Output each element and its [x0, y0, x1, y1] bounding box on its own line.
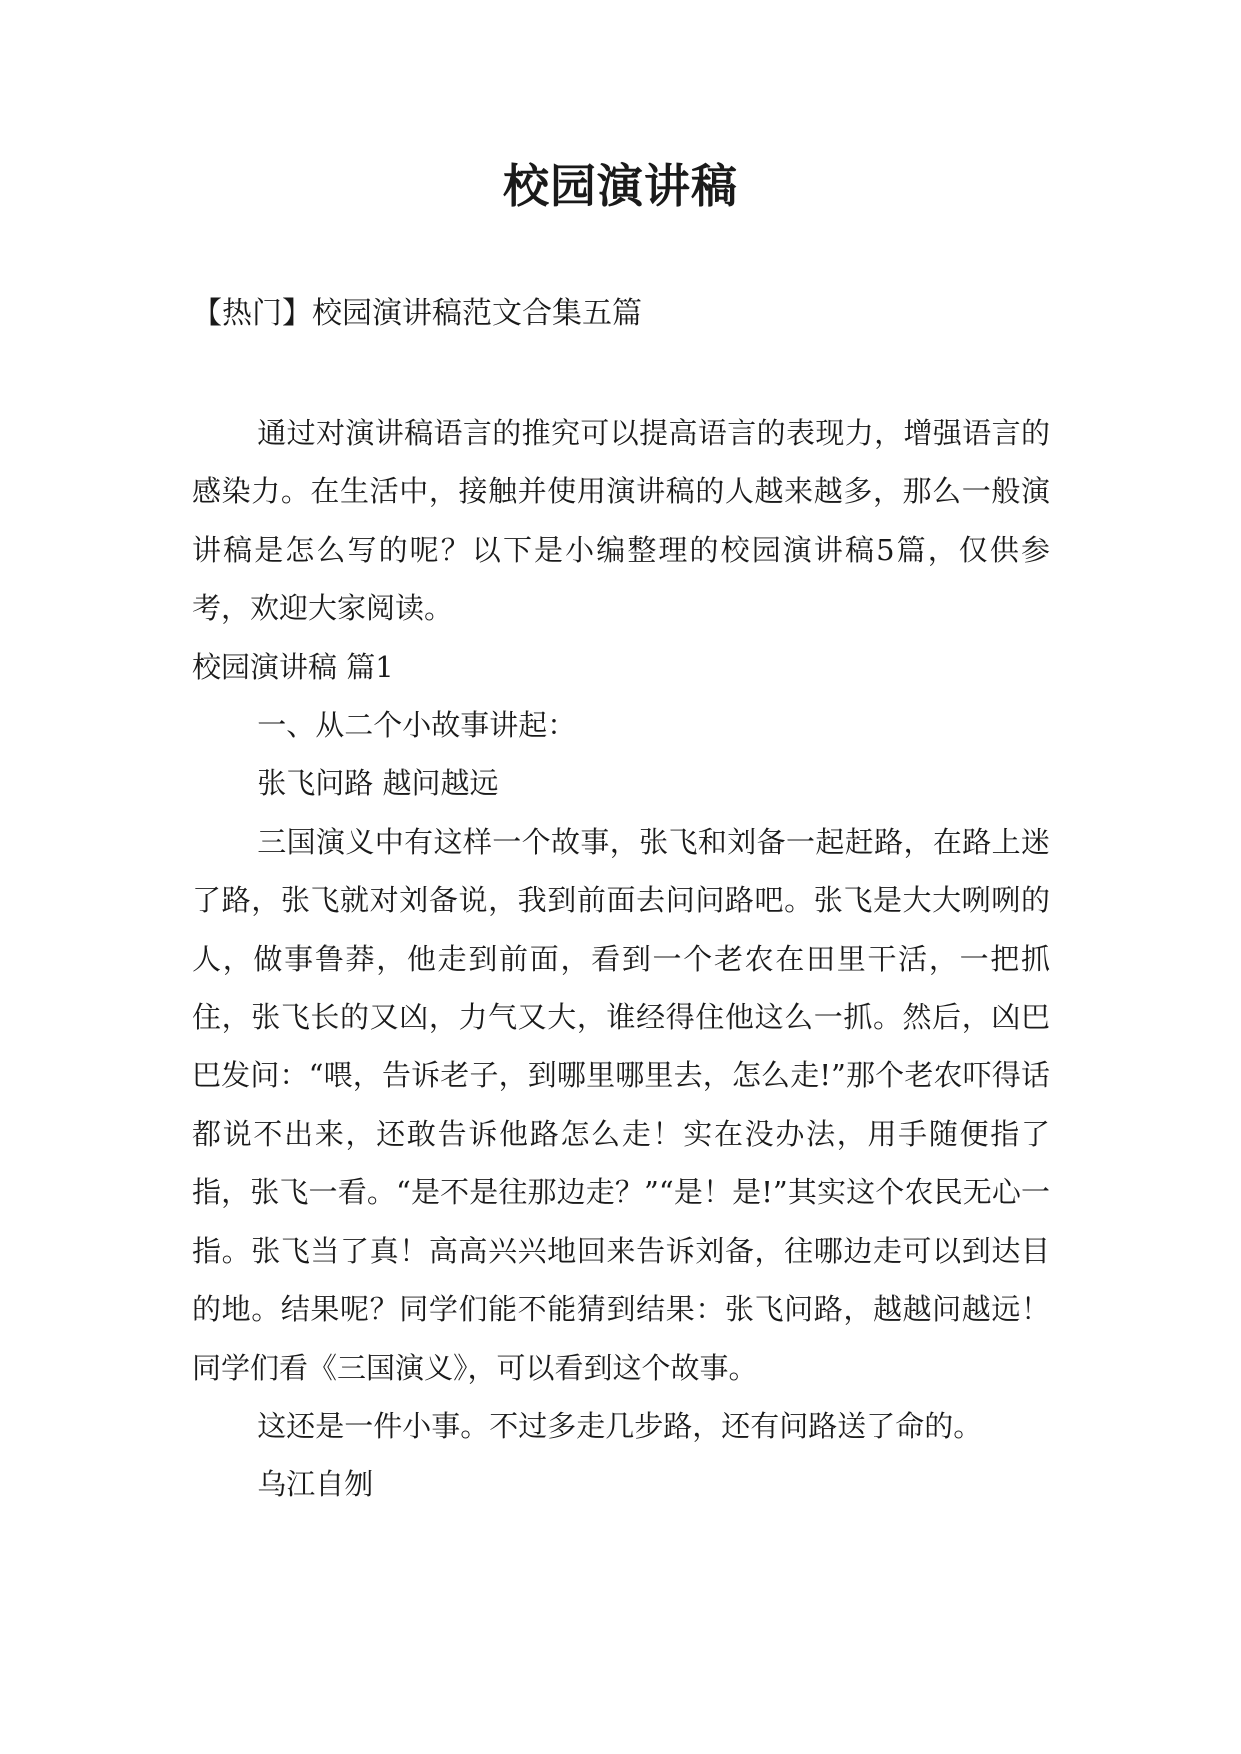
document-title: 校园演讲稿 [503, 159, 738, 213]
document-subtitle: 【热门】校园演讲稿范文合集五篇 [192, 296, 642, 331]
body-paragraph: 这还是一件小事。不过多走几步路，还有问路送了命的。 [257, 1408, 983, 1443]
section-heading: 校园演讲稿 篇1 [192, 649, 394, 684]
document-body [192, 404, 1050, 1514]
story-title: 乌江自刎 [257, 1467, 374, 1502]
story-title: 张飞问路 越问越远 [257, 766, 499, 801]
story-paragraph: 三国演义中有这样一个故事，张飞和刘备一起赶路，在路上迷了路，张飞就对刘备说，我到前面去问问路吧。张飞是大大咧咧的人，做事鲁莽，他走到前面，看到一个老农在田里干活，一把抓住，张飞长的又凶，力气又大，谁经得住他这么一抓。然后，凶巴巴发问：“喂，告诉老子，到哪里哪里去，怎么走!”那个老农吓得话都说不出来，还敢告诉他路怎么走！实在没办法，用手随便指了指，张飞一看。“是不是往那边走？”“是！是!”其实这个农民无心一指。张飞当了真！高高兴兴地回来告诉刘备，往哪边走可以到达目的地。结果呢？同学们能不能猜到结果：张飞问路，越越问越远！同学们看《三国演义》，可以看到这个故事。 [192, 824, 1050, 1385]
subsection-heading: 一、从二个小故事讲起： [257, 708, 577, 743]
intro-paragraph: 通过对演讲稿语言的推究可以提高语言的表现力，增强语言的感染力。在生活中，接触并使用演讲稿的人越来越多，那么一般演讲稿是怎么写的呢？以下是小编整理的校园演讲稿5篇，仅供参考，欢迎大家阅读。 [192, 416, 1050, 626]
